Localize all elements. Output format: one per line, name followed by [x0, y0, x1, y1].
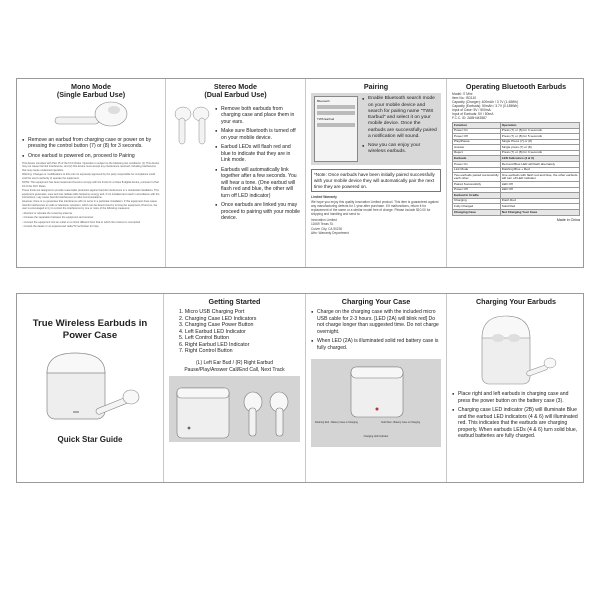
stereo-title-line1: Stereo Mode — [213, 82, 258, 91]
operating-title: Operating Bluetooth Earbuds — [465, 82, 567, 91]
fine-print-paragraph: These limits are designed to provide reasonable protection against harmful interference in a residential installation. This equipment generates, uses and can radiate radio frequency energy and, if not installed and used in accordance with the instructions, may cause harmful interference to radio communications. — [22, 189, 160, 199]
spec-list — [452, 93, 580, 121]
pairing-title: Pairing — [363, 82, 389, 91]
address-line: 11669 Texas St. — [311, 222, 334, 227]
fine-print-paragraph: NOTE: This equipment has been tested and found to comply with the limits for a Class B digital device, pursuant to Part 15 of the FCC Rules. — [22, 181, 160, 188]
spec-line: Input of Earbuds: 5V / 50mA — [452, 112, 494, 117]
fine-print-paragraph: - Reorient or relocate the receiving antenna. — [22, 211, 73, 215]
made-in-label: Made in China — [556, 217, 580, 222]
spec-line: Input of Case: 5V / 500mA — [452, 108, 491, 113]
charging-case-diagram — [311, 359, 441, 447]
cover-title-line1: True Wireless Earbuds in — [32, 318, 148, 329]
table-cell: Press (7) or (8) for 5 seconds — [500, 134, 579, 140]
phone-bar — [317, 111, 355, 115]
table-cell: Charging — [453, 198, 501, 204]
table-header-cell: Function — [453, 122, 501, 128]
list-item: 6. Right Earbud LED Indicator — [179, 341, 250, 348]
list-item: 3. Charging Case Power Button — [179, 322, 254, 329]
table-cell: LED Off — [500, 182, 579, 188]
caption-line: Pause/Play/Answer Call/End Call, Next Track — [184, 366, 285, 373]
table-cell: Power Off — [453, 134, 501, 140]
table-cell: Press (7) or (8) for 3 seconds — [500, 128, 579, 134]
table-cell: Play/Pause — [453, 139, 501, 145]
table-cell: Power Off — [453, 187, 501, 193]
stereo-title-line2: (Dual Earbud Use) — [204, 90, 267, 100]
address-line: Attn: Warranty Department — [311, 230, 349, 235]
limited-warranty — [311, 195, 441, 234]
table-cell: Fully Charged — [453, 204, 501, 210]
panel-charging-case — [306, 294, 447, 482]
mono-title — [22, 83, 160, 100]
stereo-bullet: ● Once earbuds are linked you may proceed to pairing with your mobile device. — [215, 202, 300, 222]
list-item: 4. Left Earbud LED Indicator — [179, 328, 246, 335]
table-header-cell: Earbud in Cradle — [453, 193, 501, 199]
phone-label-bluetooth: Bluetooth — [317, 99, 330, 104]
list-item: 7. Right Control Button — [179, 348, 233, 354]
panel-mono-mode — [17, 79, 166, 267]
charging-earbuds-bullets — [452, 391, 580, 440]
table-header-cell: LED Indicators (4 & 6) — [500, 156, 579, 162]
dual-earbuds-illustration — [171, 104, 211, 148]
phone-bar — [317, 123, 355, 127]
earbud-caption — [169, 360, 300, 373]
mono-title-line2: (Single Earbud Use) — [56, 90, 126, 100]
address-line: Innovation Limited — [311, 218, 337, 223]
panel-cover — [17, 294, 164, 482]
spec-line: Capacity (Earbuds): 50mAh / 3.7V (0.185Wh) — [452, 104, 519, 109]
panel-getting-started — [164, 294, 306, 482]
table-header-cell: Earbuds — [453, 156, 501, 162]
instruction-sheet-top — [16, 78, 584, 268]
stereo-content — [171, 100, 300, 225]
earbuds-in-case-illustration — [474, 308, 558, 388]
list-item: 2. Charging Case LED Indicators — [179, 315, 257, 322]
charging-case-bullets — [311, 309, 441, 351]
charging-earbuds-bullet: ● Place right and left earbuds in charging case and press the power button on the battery case (3). — [452, 391, 580, 404]
flashing-red-label: Flashing Red - Battery Case is Charging — [315, 421, 358, 425]
spec-line: Capacity (Charger): 400mAh / 3.7V (1.48Wh) — [452, 100, 518, 105]
table-header-row — [453, 210, 580, 216]
charging-case-diagram-illustration — [311, 359, 442, 447]
charging-earbuds-title: Charging Your Earbuds — [475, 297, 556, 306]
fine-print-paragraph: This device complies with Part 15 of the FCC Rules. Operation is subject to the following two conditions: (1) This device may not cause harmful interference, and (2) this device must accept any interference received, including interference that may cause undesired operation. — [22, 162, 160, 172]
table-cell: Press (7) or (8) for 3 seconds — [500, 150, 579, 156]
mono-bullet: ● Once earbud is powered on, proceed to Pairing — [22, 153, 160, 160]
table-cell: Solid Red — [500, 204, 579, 210]
parts-list — [169, 309, 300, 354]
stereo-bullets — [215, 106, 300, 225]
table-cell: Flashing Blue + Red — [500, 167, 579, 173]
table-header-cell: Not Charging Your Case — [500, 210, 579, 216]
table-header-cell: Charging Case — [453, 210, 501, 216]
phone-label-device: TWS Earbud — [317, 117, 335, 122]
fine-print-paragraph: Warning: Changes or modifications to this unit not expressly approved by the party responsible for compliance could void the user's authority to operate the equipment. — [22, 173, 156, 180]
quick-start-guide-label: Quick Star Guide — [57, 434, 123, 444]
stereo-bullet: ● Earbuds will automatically link together after a few seconds. You will hear a tone. (One earbud will flash red and blue, the other will turn off LED indicator) — [215, 167, 300, 200]
fine-print-paragraph: However, there is no guarantee that interference will not occur in a particular installation. If this equipment does cause harmful interference to radio or television reception, which can be determined by turning the equipment off and on, the user is encouraged to try to correct the interference by one or more of the following measures: — [22, 200, 158, 211]
pairing-bullets — [362, 96, 438, 162]
mono-bullet: ● Remove an earbud from charging case or power on by pressing the control button (7) or (8) for 3 seconds. — [22, 137, 160, 150]
stereo-bullet: ● Earbud LEDs will flash red and blue to indicate that they are in Link mode. — [215, 144, 300, 164]
table-header-cell: Operation — [500, 122, 579, 128]
phone-screen-illustration — [314, 96, 358, 162]
charging-case-bullet: ● Charge on the charging case with the included micro USB cable for 2-3 hours. [LED (2A) will blink red] Do not charge longer than suggested time. Do not charge overnight. — [311, 309, 441, 335]
cover-title — [22, 318, 158, 343]
single-earbud-illustration — [51, 100, 131, 134]
charging-case-title: Charging Your Case — [341, 297, 411, 306]
table-cell: Red and Blue LED will flash alternately — [500, 162, 579, 168]
panel-stereo-mode — [166, 79, 306, 267]
caption-line: (L) Left Ear Bud / (R) Right Earbud — [196, 360, 273, 367]
parts-diagram — [169, 376, 300, 442]
instruction-sheet-bottom — [16, 293, 584, 483]
list-item: 5. Left Control Button — [179, 335, 230, 342]
table-cell: Link Mode — [453, 167, 501, 173]
charging-earbuds-bullet: ● Charging case LED indicator (2B) will illuminate Blue and the earbud LED indicators (4 & 6) will illuminated red. This indicates that the earbuds are charging properly. When earbuds LEDs (4 & 6) turn solid blue, earbud batteries are fully charged. — [452, 407, 580, 440]
stereo-title — [171, 83, 300, 100]
phone-bar — [317, 105, 355, 109]
stereo-bullet: ● Make sure Bluetooth is turned off on your mobile device. — [215, 128, 300, 141]
mono-title-line1: Mono Mode — [71, 82, 111, 91]
table-cell: Single Press (7) or (8) — [500, 139, 579, 145]
panel-operating — [447, 79, 584, 267]
address-line: Culver City, CA 90230 — [311, 226, 343, 231]
warranty-title: Limited Warranty — [311, 195, 337, 200]
table-cell: Power On — [453, 162, 501, 168]
solid-red-label: Solid Red - Battery Case is Charging — [381, 421, 421, 425]
function-table — [452, 122, 580, 216]
table-cell: Two earbuds paired successfully each other — [454, 172, 499, 181]
table-cell: Flash Red — [500, 198, 579, 204]
pairing-bullet: ● Enable Bluetooth search mode on your mobile device and search for pairing name "TWS Earbud" and select it on your mobile device. Once the earbuds are successfully paired a notification will sound. — [362, 96, 438, 140]
fine-print-paragraph: - Increase the separation between the equipment and receiver. — [22, 216, 94, 220]
charging-case-bullet: ● When LED (2A) is illuminated solid red battery case is fully charged. — [311, 338, 441, 351]
mono-bullets — [22, 137, 160, 160]
spec-line: F.C.C. ID: 2ABH443587 — [452, 116, 487, 120]
table-cell: LED Off — [500, 187, 579, 193]
fine-print-paragraph: - Connect the equipment into an outlet on a circuit different from that to which the receiver is connected. — [22, 220, 141, 224]
table-cell: Paired Successfully — [453, 182, 501, 188]
fcc-fine-print — [22, 162, 160, 229]
pairing-note: *Note: Once earbuds have been initially paired successfully with your mobile device they will automatically pair the next time they are powered on. — [311, 169, 441, 192]
fine-print-paragraph: - Consult the dealer or an experienced radio/TV technician for help. — [22, 225, 100, 229]
parts-diagram-illustration — [169, 376, 301, 442]
table-cell: Reject — [453, 150, 501, 156]
pairing-bullet: ● Now you can enjoy your wireless earbuds. — [362, 143, 438, 156]
spec-line: Model: i7 Mini — [452, 92, 473, 97]
warranty-text: We hope you enjoy this quality Innovation Limited product. This item is guaranteed against any manufacturing defects for 1 year after purchase. If it malfunctions, return it for replacement of the same or a similar model free of charge. Please include $10.00 for shipping and handling and send to: — [311, 199, 439, 217]
spec-line: Item No.: BD110 — [452, 96, 477, 101]
charging-led-label: Charging LED Indicator — [363, 435, 389, 439]
stereo-bullet: ● Remove both earbuds from charging case and place them in your ears. — [215, 106, 300, 126]
table-cell: Power On — [453, 128, 501, 134]
table-cell: Single press (7) or (8) — [500, 145, 579, 151]
charging-case-illustration — [35, 347, 145, 427]
panel-pairing — [306, 79, 447, 267]
table-cell: Answer — [453, 145, 501, 151]
list-item: 1. Micro USB Charging Port — [179, 309, 245, 316]
pairing-instructions-box — [311, 93, 441, 165]
table-row — [453, 173, 580, 182]
table-cell: One earbuds with flash red and blue, the other earbuds will turn off LED indicator — [500, 173, 579, 182]
panel-charging-earbuds — [447, 294, 584, 482]
getting-started-title: Getting Started — [208, 297, 261, 306]
cover-title-line2: Power Case — [62, 330, 118, 342]
